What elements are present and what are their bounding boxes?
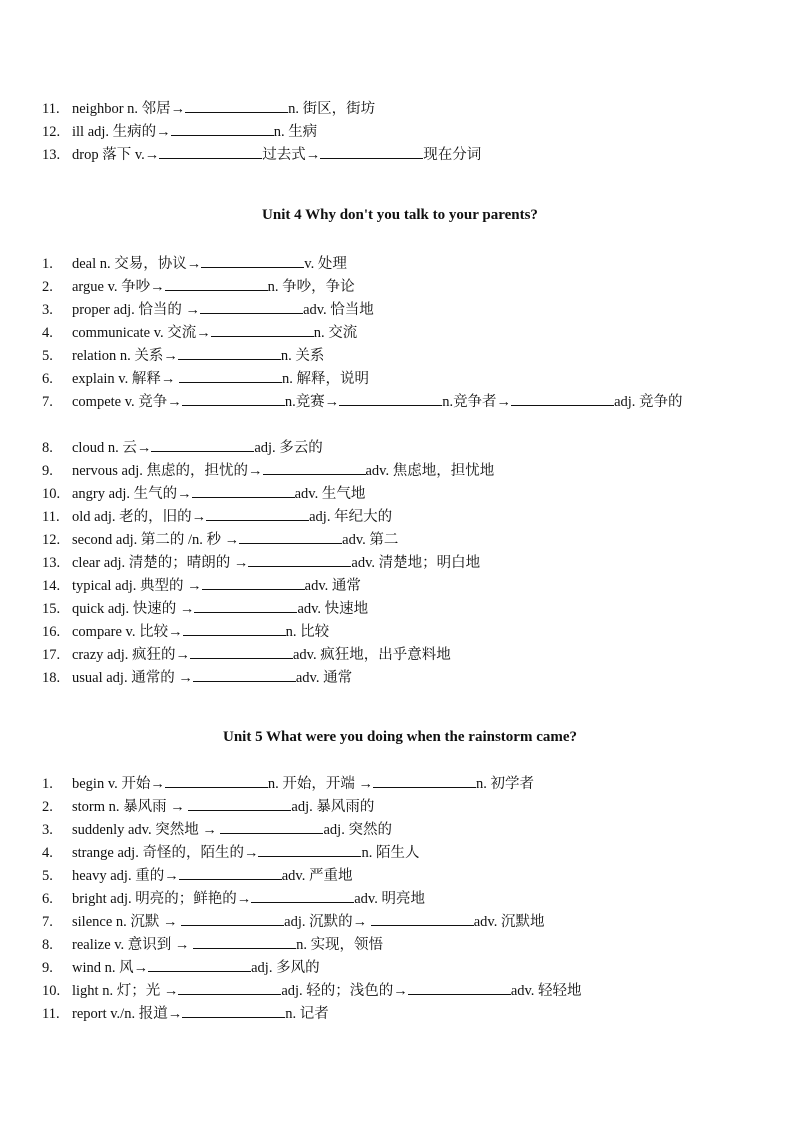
item-number: 16. [42, 624, 61, 640]
answer-blank[interactable] [239, 529, 342, 544]
answer-blank[interactable] [165, 276, 268, 291]
item-text [72, 598, 740, 621]
answer-blank[interactable] [185, 98, 288, 113]
item-text-segment: n. 生病 [273, 124, 318, 140]
item-text-segment: light n. 灯；光 → [72, 983, 179, 999]
item-text-segment: adv. 焦虑地，担忧地 [365, 463, 495, 479]
item-text-segment: adv. 清楚地；明白地 [351, 555, 481, 571]
item-text [72, 460, 740, 483]
item-text [72, 888, 740, 911]
item-text [72, 621, 740, 644]
vocab-item [0, 575, 800, 598]
item-text [72, 483, 740, 506]
answer-blank[interactable] [190, 644, 293, 659]
item-text-segment: adv. 通常 [304, 578, 361, 594]
item-number: 7. [42, 394, 53, 410]
item-text-segment: strange adj. 奇怪的，陌生的→ [72, 845, 259, 861]
item-text [72, 842, 740, 865]
item-number: 11. [42, 101, 60, 117]
item-text-segment: adv. 疯狂地，出乎意料地 [292, 647, 451, 663]
answer-blank[interactable] [148, 957, 251, 972]
vocab-item [0, 773, 800, 796]
item-text-segment: clear adj. 清楚的；晴朗的 → [72, 555, 249, 571]
item-text-segment: typical adj. 典型的 → [72, 578, 202, 594]
item-number: 8. [42, 440, 53, 456]
vocab-item [0, 506, 800, 529]
answer-blank[interactable] [263, 460, 366, 475]
item-text [72, 276, 740, 299]
item-text [72, 934, 740, 957]
vocab-item [0, 865, 800, 888]
vocab-item [0, 621, 800, 644]
item-text-segment: relation n. 关系→ [72, 348, 178, 364]
item-text [72, 1003, 740, 1026]
item-text-segment: report v./n. 报道→ [72, 1006, 183, 1022]
item-text-segment: adj. 暴风雨的 [291, 799, 375, 815]
item-text-segment: n. 交流 [313, 325, 358, 341]
answer-blank[interactable] [200, 299, 303, 314]
item-text [72, 98, 740, 121]
item-number: 2. [42, 799, 53, 815]
item-text-segment: adv. 生气地 [294, 486, 366, 502]
item-text-segment: bright adj. 明亮的；鲜艳的→ [72, 891, 252, 907]
item-text [72, 667, 740, 690]
answer-blank[interactable] [193, 667, 296, 682]
answer-blank[interactable] [171, 121, 274, 136]
item-number: 4. [42, 325, 53, 341]
answer-blank[interactable] [202, 575, 305, 590]
item-number: 7. [42, 914, 53, 930]
item-number: 6. [42, 371, 53, 387]
answer-blank[interactable] [339, 391, 442, 406]
item-number: 4. [42, 845, 53, 861]
item-number: 10. [42, 983, 61, 999]
item-number: 3. [42, 302, 53, 318]
item-text [72, 253, 740, 276]
item-text-segment: adv. 轻轻地 [510, 983, 582, 999]
vocab-item [0, 391, 800, 437]
item-number: 8. [42, 937, 53, 953]
answer-blank[interactable] [220, 819, 323, 834]
item-text-segment: n. 比较 [285, 624, 330, 640]
unit4-list [0, 253, 800, 690]
item-number: 18. [42, 670, 61, 686]
unit5-title: Unit 5 What were you doing when the rainstorm came? [222, 729, 578, 745]
item-text-segment: adv. 严重地 [281, 868, 353, 884]
item-text-segment: heavy adj. 重的→ [72, 868, 179, 884]
vocab-item [0, 437, 800, 460]
item-text-segment: n. 初学者 [476, 776, 535, 792]
answer-blank[interactable] [408, 980, 511, 995]
item-text-segment: n. 记者 [285, 1006, 329, 1022]
answer-blank[interactable] [182, 1003, 285, 1018]
item-text-segment: ill adj. 生病的→ [72, 124, 171, 140]
answer-blank[interactable] [179, 368, 282, 383]
item-text-segment: compare v. 比较→ [72, 624, 183, 640]
vocab-item [0, 980, 800, 1003]
item-text-segment: adj. 突然的 [323, 822, 392, 838]
item-text-segment: adv. 恰当地 [303, 302, 374, 318]
item-text-segment: quick adj. 快速的 → [72, 601, 195, 617]
vocab-item [0, 911, 800, 934]
item-text [72, 911, 740, 934]
item-text-segment: proper adj. 恰当的 → [72, 302, 201, 318]
item-number: 5. [42, 348, 53, 364]
item-text-segment: 过去式→ [262, 147, 321, 163]
item-number: 10. [42, 486, 61, 502]
item-text [72, 644, 740, 667]
item-text-segment: second adj. 第二的 /n. 秒 → [72, 532, 240, 548]
vocab-item [0, 345, 800, 368]
answer-blank[interactable] [511, 391, 614, 406]
vocab-item [0, 322, 800, 345]
vocab-item [0, 98, 800, 121]
vocab-item [0, 1003, 800, 1026]
item-text [72, 980, 740, 1003]
item-text-segment: usual adj. 通常的 → [72, 670, 193, 686]
item-text [72, 506, 740, 529]
answer-blank[interactable] [178, 345, 281, 360]
item-text [72, 957, 740, 980]
item-number: 15. [42, 601, 61, 617]
item-number: 11. [42, 509, 60, 525]
item-text [72, 322, 740, 345]
item-number: 12. [42, 532, 61, 548]
answer-blank[interactable] [211, 322, 314, 337]
answer-blank[interactable] [320, 144, 423, 159]
item-text-segment: explain v. 解释→ [72, 371, 179, 387]
item-text-segment: v. 处理 [304, 256, 347, 272]
item-text-segment: cloud n. 云→ [72, 440, 152, 456]
item-number: 3. [42, 822, 53, 838]
item-text-segment: old adj. 老的，旧的→ [72, 509, 207, 525]
vocab-item [0, 819, 800, 842]
vocab-item [0, 796, 800, 819]
item-text [72, 368, 740, 391]
answer-blank[interactable] [188, 796, 291, 811]
item-number: 14. [42, 578, 61, 594]
item-text [72, 299, 740, 322]
item-number: 9. [42, 960, 53, 976]
item-text [72, 819, 740, 842]
answer-blank[interactable] [206, 506, 309, 521]
item-text-segment: adv. 第二 [342, 532, 399, 548]
item-text-segment: n. 实现，领悟 [296, 937, 384, 953]
item-text [72, 345, 740, 368]
item-text-segment: communicate v. 交流→ [72, 325, 211, 341]
item-text-segment: n. 开始，开端 → [267, 776, 374, 792]
item-text [72, 575, 740, 598]
item-number: 17. [42, 647, 61, 663]
answer-blank[interactable] [192, 483, 295, 498]
unit3-tail-list [0, 98, 800, 167]
unit4-title: Unit 4 Why don't you talk to your parents? [262, 207, 538, 223]
item-text-segment: angry adj. 生气的→ [72, 486, 192, 502]
item-text-segment: neighbor n. 邻居→ [72, 101, 186, 117]
item-text-segment: n. 解释，说明 [282, 371, 369, 387]
item-text [72, 552, 740, 575]
item-text-segment: adj. 年纪大的 [309, 509, 393, 525]
item-text [72, 391, 740, 414]
item-text-segment: adv. 明亮地 [354, 891, 425, 907]
answer-blank[interactable] [251, 888, 354, 903]
item-text [72, 529, 740, 552]
item-number: 5. [42, 868, 53, 884]
item-number: 13. [42, 555, 61, 571]
item-number: 12. [42, 124, 61, 140]
answer-blank[interactable] [371, 911, 474, 926]
item-text-segment: compete v. 竞争→ [72, 394, 182, 410]
unit5-list [0, 773, 800, 1026]
answer-blank[interactable] [373, 773, 476, 788]
answer-blank[interactable] [194, 598, 297, 613]
item-text [72, 773, 740, 796]
item-text-segment: n. 街区，街坊 [288, 101, 376, 117]
vocab-item [0, 121, 800, 144]
answer-blank[interactable] [151, 437, 254, 452]
answer-blank[interactable] [183, 621, 286, 636]
item-text-segment: nervous adj. 焦虑的，担忧的→ [72, 463, 263, 479]
vocab-item [0, 957, 800, 980]
item-text-segment: adv. 沉默地 [473, 914, 545, 930]
answer-blank[interactable] [159, 144, 262, 159]
item-number: 2. [42, 279, 53, 295]
item-number: 1. [42, 256, 53, 272]
answer-blank[interactable] [258, 842, 361, 857]
item-text-segment: n.竞赛→ [284, 394, 340, 410]
vocab-item [0, 253, 800, 276]
answer-blank[interactable] [179, 865, 282, 880]
item-number: 1. [42, 776, 53, 792]
item-number: 9. [42, 463, 53, 479]
item-text-segment: adv. 快速地 [297, 601, 369, 617]
item-text-segment: adj. 多风的 [251, 960, 320, 976]
item-text-segment: adj. 竞争的 [614, 394, 683, 410]
item-text-segment: suddenly adv. 突然地 → [72, 822, 221, 838]
vocab-item [0, 934, 800, 957]
vocab-item [0, 368, 800, 391]
answer-blank[interactable] [193, 934, 296, 949]
item-text [72, 796, 740, 819]
item-text-segment: n. 争吵，争论 [267, 279, 355, 295]
item-text [72, 437, 740, 460]
item-number: 13. [42, 147, 61, 163]
item-text-segment: storm n. 暴风雨 → [72, 799, 189, 815]
item-number: 6. [42, 891, 53, 907]
vocab-item [0, 299, 800, 322]
item-text-segment: begin v. 开始→ [72, 776, 165, 792]
vocab-item [0, 276, 800, 299]
vocab-item [0, 144, 800, 167]
vocab-item [0, 888, 800, 911]
item-text-segment: silence n. 沉默 → [72, 914, 182, 930]
vocab-item [0, 598, 800, 621]
item-text-segment: adv. 通常 [295, 670, 353, 686]
item-text-segment: n. 陌生人 [361, 845, 420, 861]
item-text-segment: crazy adj. 疯狂的→ [72, 647, 190, 663]
item-text-segment: adj. 轻的；浅色的→ [281, 983, 408, 999]
vocab-item [0, 460, 800, 483]
item-text [72, 144, 740, 167]
item-number: 11. [42, 1006, 60, 1022]
vocab-item [0, 667, 800, 690]
answer-blank[interactable] [248, 552, 351, 567]
answer-blank[interactable] [201, 253, 304, 268]
vocab-item [0, 529, 800, 552]
item-text [72, 865, 740, 888]
item-text-segment: n.竞争者→ [442, 394, 512, 410]
item-text-segment: deal n. 交易，协议→ [72, 256, 202, 272]
vocab-item [0, 552, 800, 575]
item-text-segment: adj. 沉默的→ [284, 914, 371, 930]
answer-blank[interactable] [181, 911, 284, 926]
item-text-segment: argue v. 争吵→ [72, 279, 165, 295]
answer-blank[interactable] [182, 391, 285, 406]
item-text-segment: adj. 多云的 [254, 440, 323, 456]
item-text-segment: realize v. 意识到 → [72, 937, 194, 953]
vocab-item [0, 644, 800, 667]
answer-blank[interactable] [165, 773, 268, 788]
item-text-segment: wind n. 风→ [72, 960, 149, 976]
vocab-item [0, 842, 800, 865]
item-text-segment: drop 落下 v.→ [72, 147, 160, 163]
vocab-item [0, 483, 800, 506]
item-text [72, 121, 740, 144]
item-text-segment: n. 关系 [280, 348, 325, 364]
answer-blank[interactable] [178, 980, 281, 995]
item-text-segment: 现在分词 [423, 147, 482, 163]
